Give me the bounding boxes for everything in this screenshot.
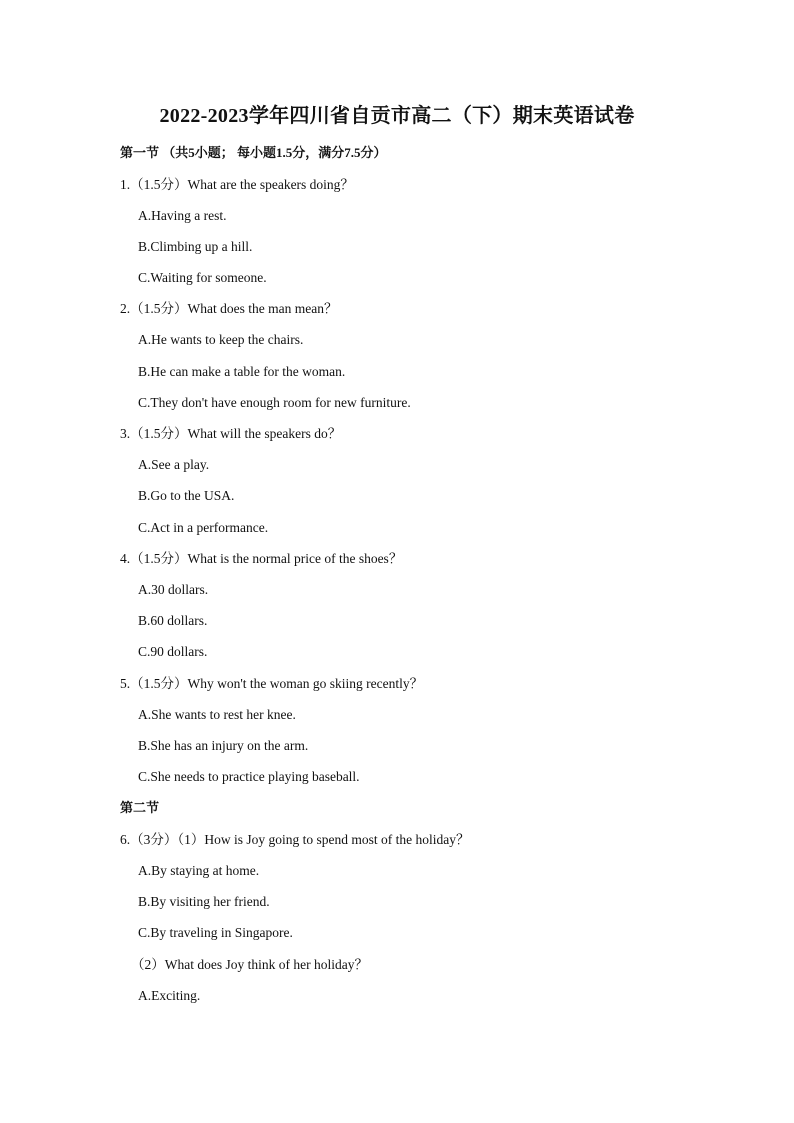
question-3-option-a: A.See a play. [138, 457, 210, 472]
question-5-stem: 5.（1.5分）Why won't the woman go skiing recently？ [120, 676, 424, 691]
question-4-option-c: C.90 dollars. [138, 644, 208, 659]
question-1-option-c: C.Waiting for someone. [138, 270, 267, 285]
question-5-option-b: B.She has an injury on the arm. [138, 738, 309, 753]
question-5-option-a: A.She wants to rest her knee. [138, 707, 296, 722]
question-3-option-b: B.Go to the USA. [138, 488, 235, 503]
question-2-stem: 2.（1.5分）What does the man mean？ [120, 301, 338, 316]
question-6-option-a: A.By staying at home. [138, 863, 260, 878]
question-6-stem: 6.（3分）（1）How is Joy going to spend most of the holiday？ [120, 832, 470, 847]
page-title: 2022-2023学年四川省自贡市高二（下）期末英语试卷 [159, 105, 635, 127]
section-1-heading: 第一节 （共5小题； 每小题1.5分，满分7.5分） [120, 145, 387, 160]
question-2-option-a: A.He wants to keep the chairs. [138, 332, 304, 347]
question-4-option-a: A.30 dollars. [138, 582, 209, 597]
question-1-option-a: A.Having a rest. [138, 208, 227, 223]
question-3-stem: 3.（1.5分）What will the speakers do？ [120, 426, 342, 441]
question-6-sub-2-option-a: A.Exciting. [138, 988, 201, 1003]
question-4-stem: 4.（1.5分）What is the normal price of the shoes？ [120, 551, 403, 566]
question-3-option-c: C.Act in a performance. [138, 520, 269, 535]
question-2-option-b: B.He can make a table for the woman. [138, 364, 346, 379]
question-6-sub-2-stem: （2）What does Joy think of her holiday？ [131, 957, 368, 972]
question-6-option-c: C.By traveling in Singapore. [138, 925, 293, 940]
question-6-option-b: B.By visiting her friend. [138, 894, 270, 909]
question-1-option-b: B.Climbing up a hill. [138, 239, 253, 254]
question-4-option-b: B.60 dollars. [138, 613, 208, 628]
question-2-option-c: C.They don't have enough room for new furniture. [138, 395, 411, 410]
question-5-option-c: C.She needs to practice playing baseball. [138, 769, 360, 784]
section-2-heading: 第二节 [120, 800, 160, 815]
question-1-stem: 1.（1.5分）What are the speakers doing？ [120, 177, 354, 192]
